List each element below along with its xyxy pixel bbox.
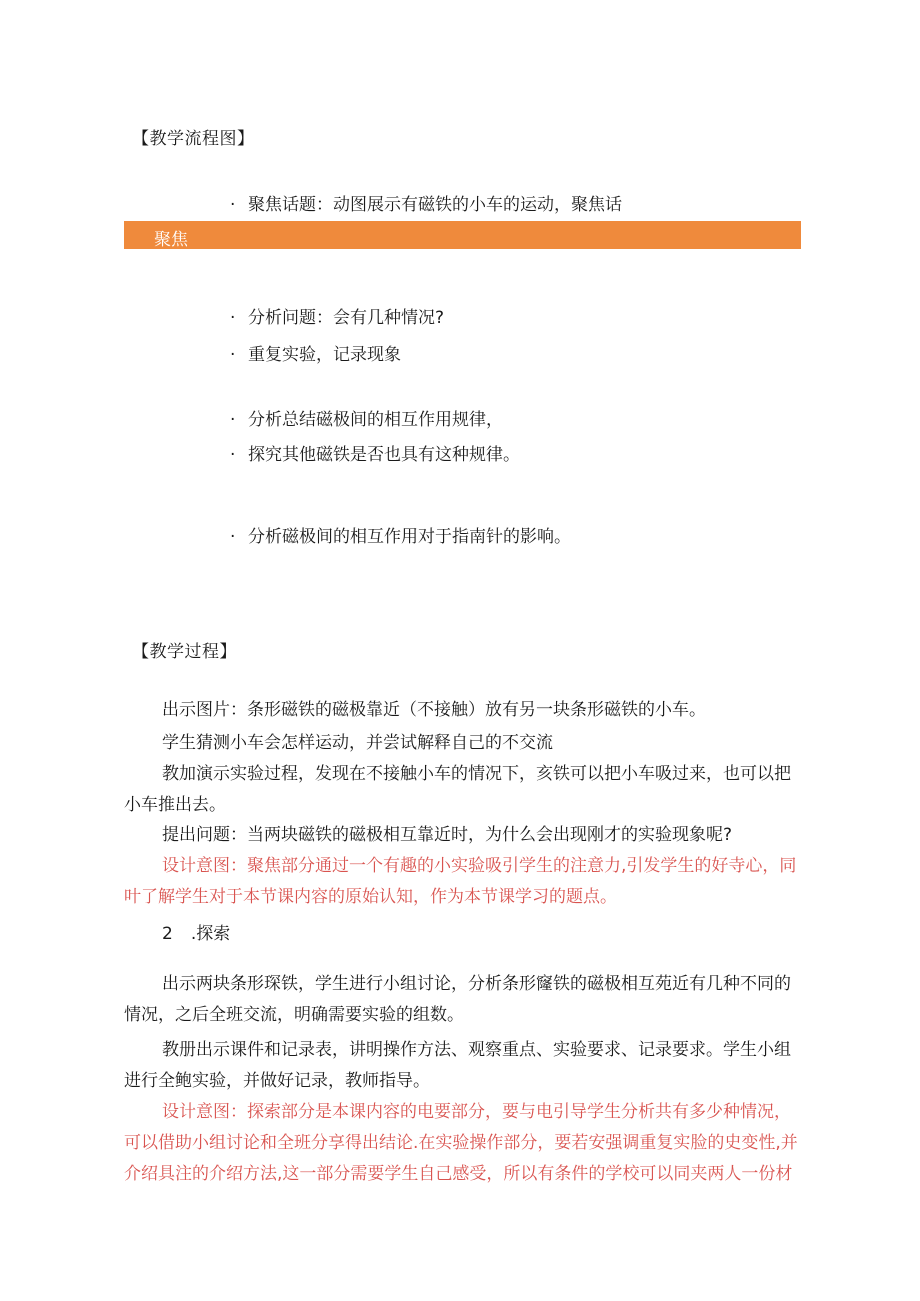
flow-item <box>230 522 571 547</box>
bullet-glyph: · <box>230 345 236 365</box>
flow-item-text: 分析总结磁极间的相互作用规律， <box>248 410 503 430</box>
flow-item-text: 分析问题：会有几种情况? <box>248 308 445 328</box>
flow-item <box>230 405 503 430</box>
bullet-glyph: · <box>230 195 236 215</box>
focus-topic <box>230 190 622 215</box>
paragraph: 学生猜测小车会怎样运动，并尝试解释自己的不交流 <box>162 733 553 753</box>
paragraph: 出示两块条形琛铁，学生进行小组讨论，分析条形窿铁的磁极相互苑近有几种不同的 <box>162 974 791 994</box>
paragraph: 小车推出去。 <box>124 795 226 815</box>
flow-item-text: 分析磁极间的相互作用对于指南针的影响。 <box>248 527 571 547</box>
flow-item <box>230 303 444 328</box>
design-intent: 叶了解学生对于本节课内容的原始认知，作为本节课学习的题点。 <box>124 887 617 907</box>
design-intent: 设计意图：探索部分是本课内容的电要部分，要与电引导学生分析共有多少种情况， <box>162 1102 791 1122</box>
bullet-glyph: · <box>230 445 236 465</box>
section-name: .探索 <box>190 924 231 944</box>
design-intent: 介绍具注的介绍方法,这一部分需要学生自己感受，所以有条件的学校可以同夹两人一份材 <box>124 1164 793 1184</box>
focus-topic-text: 聚焦话题：动图展示有磁铁的小车的运动，聚焦话 <box>248 195 622 215</box>
flow-item <box>230 440 520 465</box>
section-title <box>162 918 230 951</box>
paragraph: 情况，之后全班交流，明确需要实验的组数。 <box>124 1005 464 1025</box>
flow-item <box>230 340 401 365</box>
paragraph: 教加演示实验过程，发现在不接触小车的情况下，亥铁可以把小车吸过来，也可以把 <box>162 764 791 784</box>
focus-bar-label: 聚焦 <box>154 230 188 250</box>
paragraph: 提出问题：当两块磁铁的磁极相互靠近时，为什么会出现刚才的实验现象呢? <box>162 825 733 845</box>
focus-bar <box>124 221 801 249</box>
bullet-glyph: · <box>230 308 236 328</box>
flow-item-text: 重复实验，记录现象 <box>248 345 401 365</box>
paragraph: 进行全鲍实验，并做好记录，教师指导。 <box>124 1071 430 1091</box>
paragraph: 教册出示课件和记录表，讲明操作方法、观察重点、实验要求、记录要求。学生小组 <box>162 1040 791 1060</box>
paragraph: 出示图片：条形磁铁的磁极靠近（不接触）放有另一块条形磁铁的小车。 <box>162 700 706 720</box>
flow-heading: 【教学流程图】 <box>132 129 255 149</box>
design-intent: 设计意图：聚焦部分通过一个有趣的小实验吸引学生的注意力,引发学生的好寺心，同 <box>162 856 797 876</box>
section-number: 2 <box>162 924 173 944</box>
flow-item-text: 探究其他磁铁是否也具有这种规律。 <box>248 445 520 465</box>
process-heading: 【教学过程】 <box>132 642 237 662</box>
design-intent: 可以借助小组讨论和全班分享得出结论.在实验操作部分，要若安强调重复实脸的史变性,并 <box>124 1133 798 1153</box>
bullet-glyph: · <box>230 410 236 430</box>
bullet-glyph: · <box>230 527 236 547</box>
